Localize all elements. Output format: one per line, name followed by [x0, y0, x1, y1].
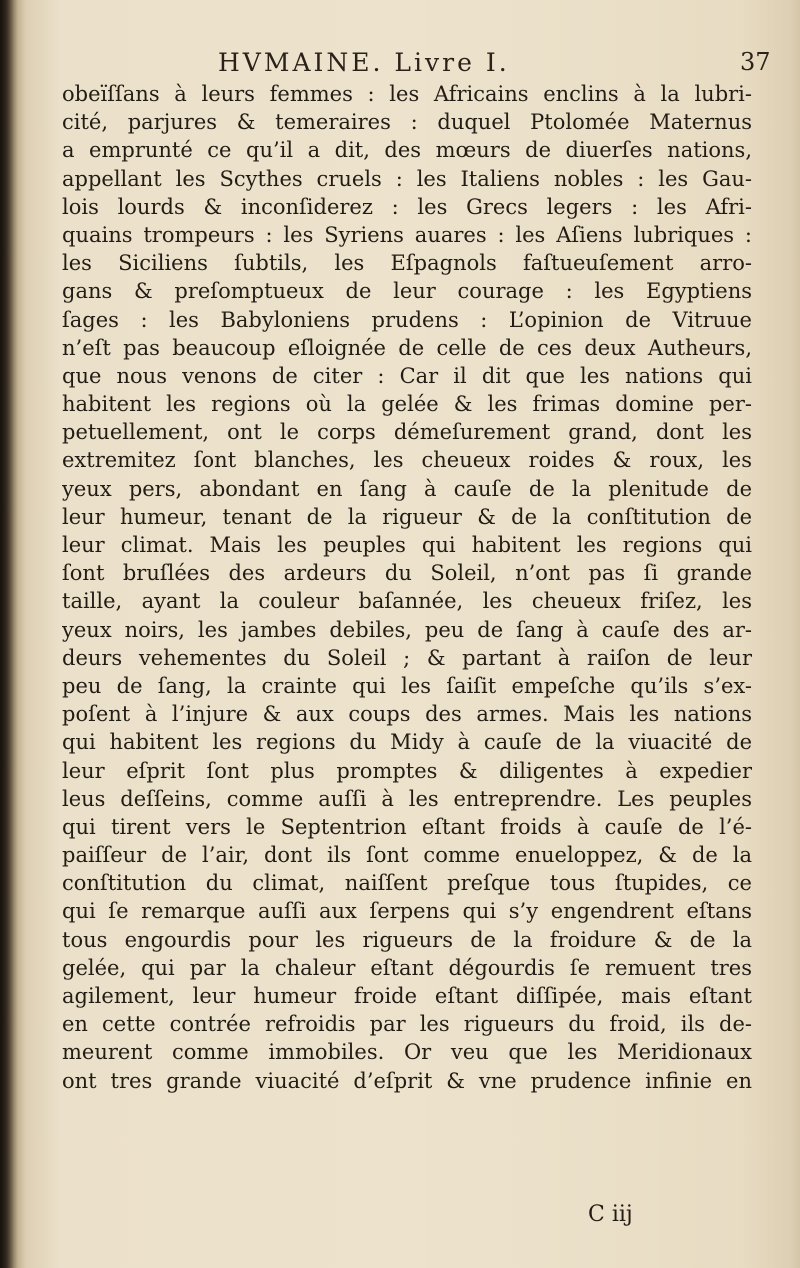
text-line: ont tres grande viuacité d’eſprit & vne prudence infinie en	[62, 1068, 752, 1093]
text-line: les Siciliens ſubtils, les Eſpagnols faſtueuſement arro-	[62, 251, 752, 276]
text-line: leur humeur, tenant de la rigueur & de la conſtitution de	[62, 504, 752, 529]
text-line: tous engourdis pour les rigueurs de la froidure & de la	[62, 927, 752, 952]
text-line: gelée, qui par la chaleur eſtant dégourdis ſe remuent tres	[62, 955, 752, 980]
text-line: taille, ayant la couleur baſannée, les cheueux friſez, les	[62, 589, 752, 614]
text-line: deurs vehementes du Soleil ; & partant à raiſon de leur	[62, 645, 752, 670]
binding-gutter	[0, 0, 18, 1268]
page-header	[0, 44, 800, 84]
text-line: qui habitent les regions du Midy à cauſe de la viuacité de	[62, 730, 752, 755]
text-line: yeux noirs, les jambes debiles, peu de ſang à cauſe des ar-	[62, 617, 752, 642]
text-line: quains trompeurs : les Syriens auares : les Aſiens lubriques :	[62, 222, 752, 247]
text-line: petuellement, ont le corps démeſurement grand, dont les	[62, 420, 752, 445]
running-title: HVMAINE. Livre I.	[218, 48, 510, 77]
text-line: ſont bruſlées des ardeurs du Soleil, n’ont pas ſi grande	[62, 561, 752, 586]
text-line: agilement, leur humeur froide eſtant diſſipée, mais eſtant	[62, 984, 752, 1008]
body-text	[62, 80, 752, 1095]
text-line: paiſſeur de l’air, dont ils ſont comme enueloppez, & de la	[62, 843, 752, 868]
text-line: habitent les regions où la gelée & les frimas domine per-	[62, 392, 752, 417]
text-line: yeux pers, abondant en ſang à cauſe de la plenitude de	[62, 476, 752, 501]
text-line: lois lourds & inconſiderez : les Grecs legers : les Afri-	[62, 194, 752, 219]
signature-mark: C iij	[588, 1202, 633, 1227]
text-line: a emprunté ce qu’il a dit, des mœurs de diuerſes nations,	[62, 138, 752, 163]
text-line: poſent à l’injure & aux coups des armes. Mais les nations	[62, 702, 752, 727]
text-line: meurent comme immobiles. Or veu que les Meridionaux	[62, 1040, 752, 1065]
text-line: qui tirent vers le Septentrion eſtant froids à cauſe de l’é-	[62, 814, 752, 839]
text-line: qui ſe remarque auſſi aux ſerpens qui s’y engendrent eſtans	[62, 899, 752, 924]
text-line: ſages : les Babyloniens prudens : L’opinion de Vitruue	[62, 307, 752, 332]
text-line: n’eſt pas beaucoup eſloignée de celle de ces deux Autheurs,	[62, 335, 752, 360]
text-line: gans & preſomptueux de leur courage : les Egyptiens	[62, 279, 752, 304]
text-line: en cette contrée refroidis par les rigueurs du froid, ils de-	[62, 1012, 752, 1037]
text-line: leus deſſeins, comme auſſi à les entreprendre. Les peuples	[62, 786, 752, 811]
page-number: 37	[740, 48, 771, 76]
text-line: obeïſſans à leurs femmes : les Africains enclins à la lubri-	[62, 82, 752, 106]
text-line: leur eſprit ſont plus promptes & diligentes à expedier	[62, 758, 752, 783]
text-line: appellant les Scythes cruels : les Italiens nobles : les Gau-	[62, 166, 752, 191]
text-line: que nous venons de citer : Car il dit que les nations qui	[62, 363, 752, 388]
text-line: leur climat. Mais les peuples qui habitent les regions qui	[62, 533, 752, 557]
text-line: extremitez ſont blanches, les cheueux roides & roux, les	[62, 448, 752, 473]
text-line: cité, parjures & temeraires : duquel Ptolomée Maternus	[62, 110, 752, 135]
text-line: peu de ſang, la crainte qui les ſaiſit empeſche qu’ils s’ex-	[62, 673, 752, 698]
text-line: conſtitution du climat, naiſſent preſque tous ſtupides, ce	[62, 871, 752, 896]
